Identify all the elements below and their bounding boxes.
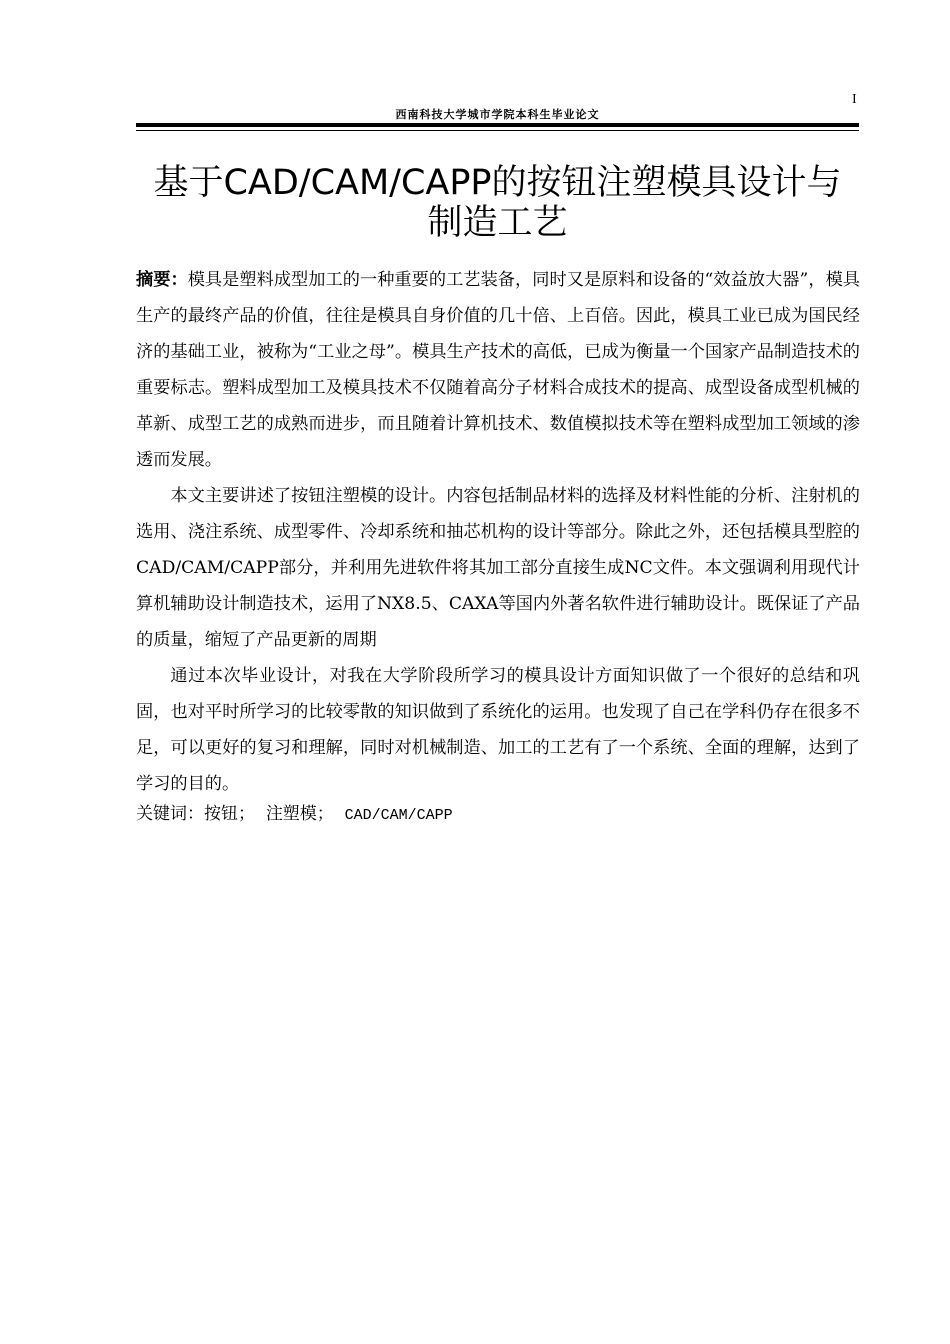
header-rule-thin [136, 130, 859, 131]
paper-title-line-2: 制造工艺 [427, 203, 568, 243]
header-rule-thick [136, 123, 859, 127]
paper-title-line-1: 基于CAD/CAM/CAPP的按钮注塑模具设计与 [153, 163, 842, 203]
abstract-label: 摘要： [136, 270, 188, 290]
abstract-paragraph-2: 本文主要讲述了按钮注塑模的设计。内容包括制品材料的选择及材料性能的分析、注射机的选用、浇注系统、成型零件、冷却系统和抽芯机构的设计等部分。除此之外，还包括模具型腔的CAD/CAM/CAPP部分，并利用先进软件将其加工部分直接生成NC文件。本文强调利用现代计算机辅助设计制造技术，运用了NX8.5、CAXA等国内外著名软件进行辅助设计。既保证了产品的质量，缩短了产品更新的周期 [136, 486, 860, 650]
running-header: 西南科技大学城市学院本科生毕业论文 [395, 108, 600, 121]
keywords-section [136, 800, 860, 830]
paper-title [120, 163, 875, 243]
abstract-paragraph-1-text: 模具是塑料成型加工的一种重要的工艺装备，同时又是原料和设备的“效益放大器”，模具生产的最终产品的价值，往往是模具自身价值的几十倍、上百倍。因此，模具工业已成为国民经济的基础工业，被称为“工业之母”。模具生产技术的高低，已成为衡量一个国家产品制造技术的重要标志。塑料成型加工及模具技术不仅随着高分子材料合成技术的提高、成型设备成型机械的革新、成型工艺的成熟而进步，而且随着计算机技术、数值模拟技术等在塑料成型加工领域的渗透而发展。 [136, 270, 860, 470]
abstract-section [136, 262, 860, 802]
keyword-3: CAD/CAM/CAPP [344, 807, 453, 824]
keyword-2: 注塑模； [265, 804, 334, 824]
keywords-label: 关键词： [136, 804, 204, 824]
keyword-1: 按钮； [204, 804, 255, 824]
abstract-paragraph-3: 通过本次毕业设计，对我在大学阶段所学习的模具设计方面知识做了一个很好的总结和巩固，也对平时所学习的比较零散的知识做到了系统化的运用。也发现了自己在学科仍存在很多不足，可以更好的复习和理解，同时对机械制造、加工的工艺有了一个系统、全面的理解，达到了学习的目的。 [136, 666, 860, 794]
abstract-paragraph-1 [136, 262, 860, 478]
page-number: I [852, 92, 857, 107]
